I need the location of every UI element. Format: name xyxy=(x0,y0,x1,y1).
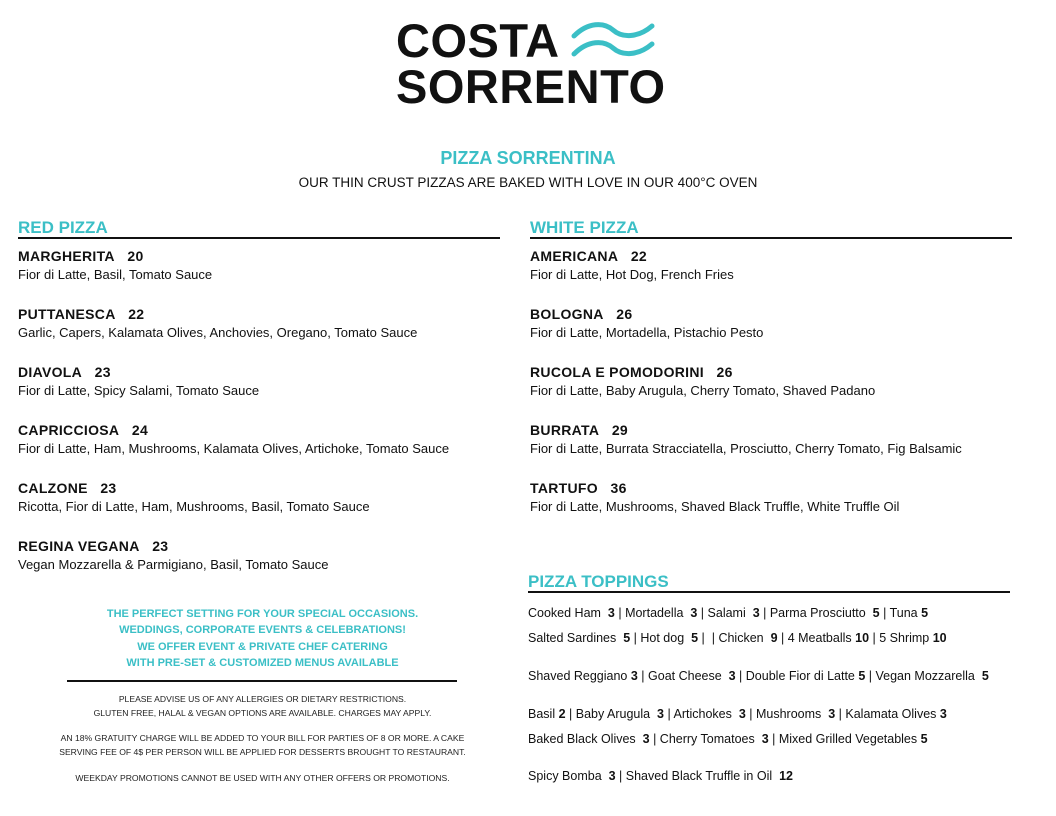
topping-name: Artichokes xyxy=(673,707,739,721)
topping-price: 5 xyxy=(691,631,699,645)
topping-item xyxy=(779,732,928,746)
topping-price: 5 xyxy=(920,732,928,746)
menu-item xyxy=(18,364,498,398)
menu-subtitle: OUR THIN CRUST PIZZAS ARE BAKED WITH LOVE IN OUR 400°C OVEN xyxy=(298,175,758,190)
toppings-line: Baked Black Olives 3 | Cherry Tomatoes 3 | Mixed Grilled Vegetables 5 xyxy=(528,732,928,746)
item-description: Vegan Mozzarella & Parmigiano, Basil, Tomato Sauce xyxy=(18,557,329,572)
topping-item xyxy=(746,669,866,683)
topping-name: Baked Black Olives xyxy=(528,732,643,746)
item-price: 26 xyxy=(616,306,633,322)
menu-item xyxy=(530,422,1010,456)
topping-price: 3 xyxy=(828,707,836,721)
topping-item xyxy=(625,606,697,620)
item-price: 22 xyxy=(630,248,648,264)
topping-price: 3 xyxy=(642,732,650,746)
topping-name: Tuna xyxy=(889,606,922,620)
item-name: BOLOGNA xyxy=(530,306,604,322)
topping-item xyxy=(718,631,777,645)
item-description: Fior di Latte, Baby Arugula, Cherry Tomato, Shaved Padano xyxy=(530,383,876,398)
logo-line2: SORRENTO xyxy=(396,60,666,113)
topping-item xyxy=(845,707,946,721)
item-name: RUCOLA E POMODORINI xyxy=(530,364,704,380)
menu-item xyxy=(18,306,498,340)
item-price: 23 xyxy=(152,538,169,554)
gratuity-note xyxy=(30,731,495,759)
item-description: Fior di Latte, Burrata Stracciatella, Prosciutto, Cherry Tomato, Fig Balsamic xyxy=(530,441,962,456)
topping-item xyxy=(640,631,698,645)
topping-price: 3 xyxy=(657,707,664,721)
topping-price: 3 xyxy=(761,732,769,746)
item-name: MARGHERITA xyxy=(18,248,115,264)
topping-item xyxy=(879,631,946,645)
item-description: Fior di Latte, Ham, Mushrooms, Kalamata Olives, Artichoke, Tomato Sauce xyxy=(18,441,450,456)
events-blurb xyxy=(30,606,495,671)
topping-item xyxy=(576,707,664,721)
topping-price: 5 xyxy=(921,606,929,620)
divider xyxy=(528,591,1010,593)
topping-item xyxy=(660,732,769,746)
topping-price: 5 xyxy=(623,631,631,645)
note-line: WEEKDAY PROMOTIONS CANNOT BE USED WITH ANY OTHER OFFERS OR PROMOTIONS. xyxy=(75,773,450,783)
topping-price: 10 xyxy=(855,631,870,645)
topping-name: Salami xyxy=(707,606,753,620)
red-pizza-heading: RED PIZZA xyxy=(18,218,108,237)
item-price: 23 xyxy=(100,480,117,496)
menu-item xyxy=(18,422,498,456)
toppings-line: Shaved Reggiano 3 | Goat Cheese 3 | Double Fior di Latte 5 | Vegan Mozzarella 5 xyxy=(528,669,989,683)
item-description: Fior di Latte, Mushrooms, Shaved Black Truffle, White Truffle Oil xyxy=(530,499,900,514)
item-price: 36 xyxy=(610,480,627,496)
topping-item xyxy=(708,606,760,620)
item-name: BURRATA xyxy=(530,422,600,438)
topping-name: 4 Meatballs xyxy=(787,631,856,645)
item-name: CAPRICCIOSA xyxy=(18,422,120,438)
item-description: Fior di Latte, Spicy Salami, Tomato Sauce xyxy=(18,383,260,398)
white-pizza-heading: WHITE PIZZA xyxy=(530,218,639,237)
topping-name: Salted Sardines xyxy=(528,631,624,645)
topping-name: Chicken xyxy=(718,631,771,645)
blurb-line: WITH PRE-SET & CUSTOMIZED MENUS AVAILABLE xyxy=(126,656,399,669)
note-line: AN 18% GRATUITY CHARGE WILL BE ADDED TO YOUR BILL FOR PARTIES OF 8 OR MORE. A CAKE xyxy=(60,733,465,743)
item-name: DIAVOLA xyxy=(18,364,83,380)
toppings-line: Salted Sardines 5 | Hot dog 5 | | Chicken 9 | 4 Meatballs 10 | 5 Shrimp 10 xyxy=(528,631,947,645)
item-description: Fior di Latte, Mortadella, Pistachio Pesto xyxy=(530,325,764,340)
topping-item xyxy=(674,707,746,721)
item-price: 24 xyxy=(131,422,149,438)
toppings-line: Spicy Bomba 3 | Shaved Black Truffle in Oil 12 xyxy=(528,769,793,783)
topping-price: 5 xyxy=(858,669,866,683)
topping-item xyxy=(788,631,869,645)
item-price: 20 xyxy=(127,248,144,264)
note-line: GLUTEN FREE, HALAL & VEGAN OPTIONS ARE AVAILABLE. CHARGES MAY APPLY. xyxy=(93,708,432,718)
topping-price: 3 xyxy=(738,707,746,721)
topping-name: Double Fior di Latte xyxy=(745,669,859,683)
item-name: PUTTANESCA xyxy=(18,306,116,322)
menu-title: PIZZA SORRENTINA xyxy=(440,148,616,168)
topping-price: 10 xyxy=(932,631,947,645)
topping-name: Mixed Grilled Vegetables xyxy=(778,732,921,746)
topping-price: 2 xyxy=(558,707,566,721)
divider xyxy=(530,237,1012,239)
topping-price: 3 xyxy=(752,606,760,620)
note-line: PLEASE ADVISE US OF ANY ALLERGIES OR DIETARY RESTRICTIONS. xyxy=(118,694,407,704)
blurb-line: THE PERFECT SETTING FOR YOUR SPECIAL OCCASIONS. xyxy=(106,608,419,620)
item-name: REGINA VEGANA xyxy=(18,538,140,554)
topping-name: Basil xyxy=(528,707,559,721)
topping-name: Shaved Reggiano xyxy=(528,669,631,683)
toppings-line: Cooked Ham 3 | Mortadella 3 | Salami 3 | Parma Prosciutto 5 | Tuna 5 xyxy=(528,606,929,620)
topping-name: Shaved Black Truffle in Oil xyxy=(625,769,780,783)
promotion-note xyxy=(30,771,495,785)
logo-line1: COSTA xyxy=(396,14,560,67)
menu-item xyxy=(18,248,498,282)
topping-price: 3 xyxy=(630,669,638,683)
topping-name: Hot dog xyxy=(640,631,692,645)
wave-icon xyxy=(570,22,656,58)
topping-name: Vegan Mozzarella xyxy=(875,669,982,683)
topping-name: 5 Shrimp xyxy=(879,631,933,645)
topping-price: 3 xyxy=(728,669,736,683)
topping-price: 3 xyxy=(939,707,947,721)
topping-name: Goat Cheese xyxy=(648,669,729,683)
topping-item xyxy=(890,606,928,620)
topping-name: Mushrooms xyxy=(755,707,829,721)
allergy-note xyxy=(30,692,495,720)
topping-item xyxy=(528,669,638,683)
topping-item xyxy=(528,606,615,620)
item-price: 23 xyxy=(94,364,111,380)
topping-item xyxy=(528,631,630,645)
menu-item xyxy=(530,248,1010,282)
topping-item xyxy=(770,606,880,620)
topping-name: Cherry Tomatoes xyxy=(659,732,762,746)
item-price: 26 xyxy=(716,364,733,380)
item-price: 22 xyxy=(128,306,145,322)
blurb-line: WEDDINGS, CORPORATE EVENTS & CELEBRATIONS! xyxy=(119,624,406,637)
note-line: SERVING FEE OF 4$ PER PERSON WILL BE APPLIED FOR DESSERTS BROUGHT TO RESTAURANT. xyxy=(59,747,466,757)
item-name: AMERICANA xyxy=(530,248,619,264)
topping-price: 12 xyxy=(779,769,793,783)
item-name: TARTUFO xyxy=(530,480,598,496)
topping-name: Baby Arugula xyxy=(575,707,658,721)
topping-name: Mortadella xyxy=(625,606,691,620)
topping-item xyxy=(528,732,650,746)
menu-item xyxy=(530,306,1010,340)
item-description: Fior di Latte, Basil, Tomato Sauce xyxy=(18,267,213,282)
item-description: Garlic, Capers, Kalamata Olives, Anchovies, Oregano, Tomato Sauce xyxy=(18,325,418,340)
menu-item xyxy=(530,364,1010,398)
topping-name: Parma Prosciutto xyxy=(769,606,873,620)
divider xyxy=(18,237,500,239)
toppings-line: Basil 2 | Baby Arugula 3 | Artichokes 3 | Mushrooms 3 | Kalamata Olives 3 xyxy=(528,707,947,721)
toppings-heading: PIZZA TOPPINGS xyxy=(528,572,669,591)
topping-item xyxy=(528,769,616,783)
topping-price: 3 xyxy=(607,606,615,620)
menu-item xyxy=(530,480,1010,514)
topping-item xyxy=(876,669,989,683)
topping-price: 9 xyxy=(770,631,778,645)
topping-item xyxy=(756,707,835,721)
topping-item xyxy=(626,769,793,783)
divider xyxy=(67,680,457,682)
topping-price: 5 xyxy=(872,606,880,620)
topping-item xyxy=(528,707,566,721)
topping-name: Spicy Bomba xyxy=(528,769,609,783)
menu-item xyxy=(18,538,498,572)
item-description: Ricotta, Fior di Latte, Ham, Mushrooms, Basil, Tomato Sauce xyxy=(18,499,370,514)
topping-name: Cooked Ham xyxy=(528,606,608,620)
topping-item xyxy=(648,669,736,683)
topping-name: Kalamata Olives xyxy=(845,707,940,721)
blurb-line: WE OFFER EVENT & PRIVATE CHEF CATERING xyxy=(137,640,388,653)
topping-price: 3 xyxy=(608,769,616,783)
topping-price: 5 xyxy=(981,669,989,683)
item-name: CALZONE xyxy=(18,480,88,496)
item-description: Fior di Latte, Hot Dog, French Fries xyxy=(530,267,734,282)
menu-item xyxy=(18,480,498,514)
topping-price: 3 xyxy=(690,606,698,620)
item-price: 29 xyxy=(611,422,629,438)
